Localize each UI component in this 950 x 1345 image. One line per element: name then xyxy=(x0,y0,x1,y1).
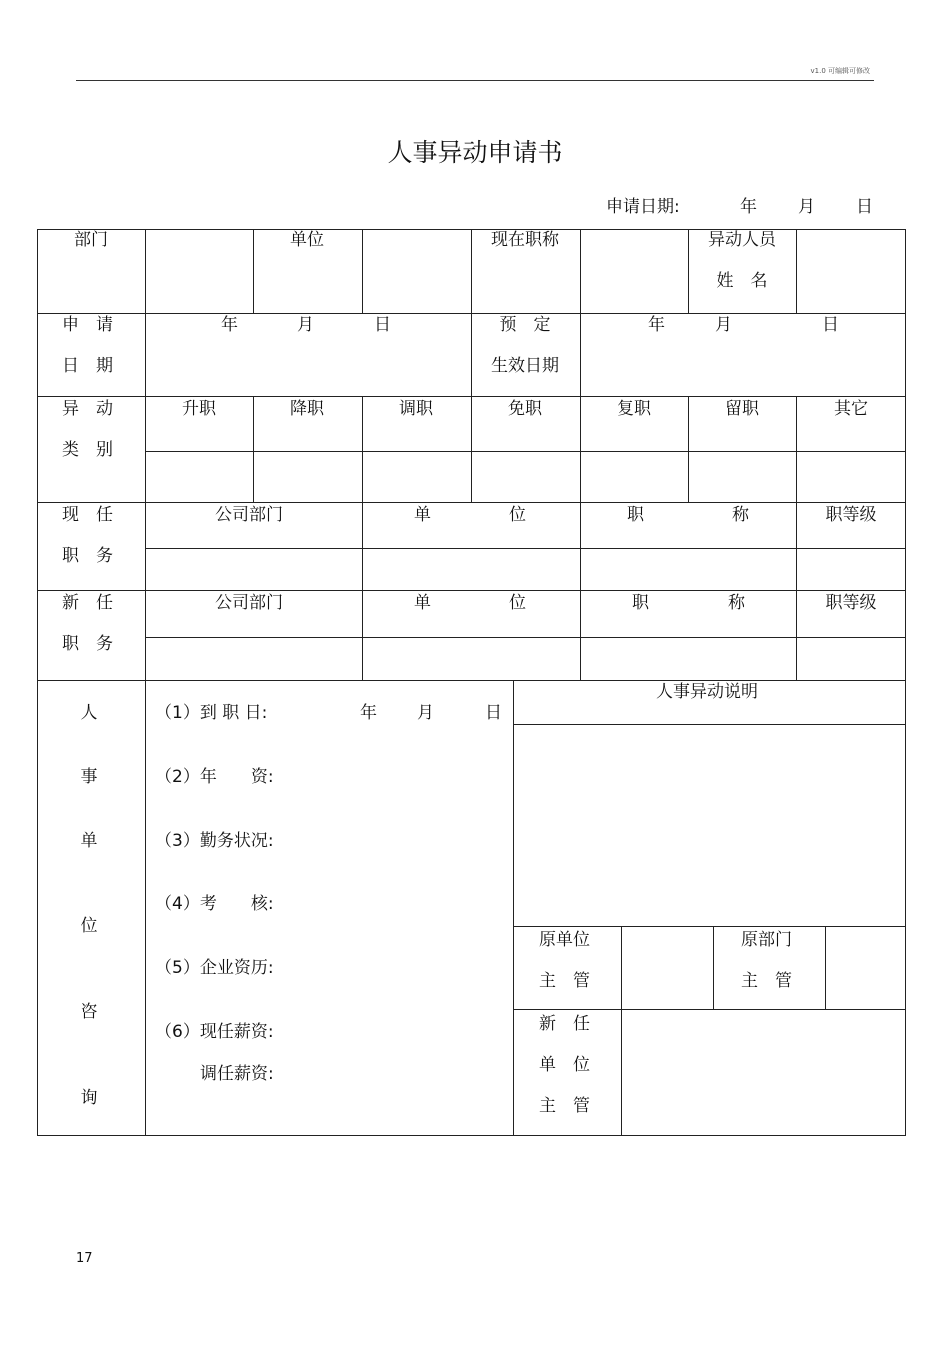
item-attendance: （3）勤务状况: xyxy=(155,831,274,851)
new-supervisor-line1: 新 任 xyxy=(539,1014,590,1034)
label-current-title: 现在职称 xyxy=(491,230,559,250)
apply-date-month: 月 xyxy=(798,197,815,217)
apply-date-day: 日 xyxy=(856,197,873,217)
col-consult-split xyxy=(513,680,514,1136)
item-appraisal: （4）考 核: xyxy=(155,894,274,914)
type-retention: 留职 xyxy=(725,399,759,419)
new-unit-b: 位 xyxy=(509,593,526,613)
apply-date-label: 申请日期: xyxy=(606,197,680,217)
col-r12-c xyxy=(471,229,472,396)
border-bottom xyxy=(37,1135,906,1136)
col-r12-d xyxy=(580,229,581,396)
type-dismissal: 免职 xyxy=(508,399,542,419)
current-company-dept: 公司部门 xyxy=(215,505,283,525)
new-title-b: 称 xyxy=(728,593,745,613)
type-other: 其它 xyxy=(834,399,868,419)
rule-row3 xyxy=(37,502,906,503)
label-effective-line1: 预 定 xyxy=(499,315,551,335)
label-apply-date-line2: 日 期 xyxy=(62,356,113,376)
new-supervisor-line2: 单 位 xyxy=(539,1055,590,1075)
rule-row3-mid xyxy=(145,451,906,452)
item-start-date: （1）到 职 日: xyxy=(155,703,268,723)
side-char-2: 事 xyxy=(80,767,98,787)
orig-dept-line2: 主 管 xyxy=(741,971,792,991)
type-transfer: 调职 xyxy=(399,399,433,419)
current-title-b: 称 xyxy=(732,505,749,525)
header-note: v1.0 可编辑可修改 xyxy=(810,67,870,75)
col-r3-3 xyxy=(471,396,472,502)
col-sup-b xyxy=(713,926,714,1009)
col-r45-a xyxy=(362,502,363,680)
col-sup-c xyxy=(825,926,826,1009)
current-grade: 职等级 xyxy=(825,505,877,525)
item-start-month: 月 xyxy=(417,703,434,723)
orig-unit-line2: 主 管 xyxy=(539,971,590,991)
transfer-form-table xyxy=(37,229,906,1136)
col-r3-5 xyxy=(688,396,689,502)
label-unit: 单位 xyxy=(290,230,324,250)
label-dept: 部门 xyxy=(74,230,108,250)
border-right xyxy=(905,229,906,1136)
col-r45-c xyxy=(796,502,797,680)
new-title-a: 职 xyxy=(632,593,649,613)
rule-orig-supervisors xyxy=(513,1009,906,1010)
col-sup-a xyxy=(621,926,622,1136)
effective-month: 月 xyxy=(715,315,732,335)
rule-row4 xyxy=(37,590,906,591)
label-person-line1: 异动人员 xyxy=(708,230,776,250)
current-unit-b: 位 xyxy=(509,505,526,525)
side-char-4: 位 xyxy=(80,916,98,936)
explain-heading: 人事异动说明 xyxy=(656,682,758,702)
label-apply-date-line1: 申 请 xyxy=(62,315,113,335)
document-title: 人事异动申请书 xyxy=(387,138,563,167)
current-unit-a: 单 xyxy=(414,505,431,525)
rule-explain-head xyxy=(513,724,906,725)
col-r1-a xyxy=(253,229,254,313)
new-unit-a: 单 xyxy=(414,593,431,613)
side-char-6: 询 xyxy=(80,1088,98,1108)
type-reinstatement: 复职 xyxy=(617,399,651,419)
col-r3-1 xyxy=(253,396,254,502)
col-label xyxy=(145,229,146,1136)
rule-explain-body xyxy=(513,926,906,927)
side-char-1: 人 xyxy=(80,703,98,723)
effective-day: 日 xyxy=(822,315,839,335)
effective-year: 年 xyxy=(648,315,665,335)
item-transfer-salary: 调任薪资: xyxy=(200,1064,274,1084)
label-current-post-line1: 现 任 xyxy=(62,505,113,525)
new-supervisor-line3: 主 管 xyxy=(539,1096,590,1116)
item-start-year: 年 xyxy=(360,703,377,723)
side-char-5: 咨 xyxy=(80,1002,98,1022)
label-type-line2: 类 别 xyxy=(62,440,113,460)
new-grade: 职等级 xyxy=(825,593,877,613)
item-current-salary: （6）现任薪资: xyxy=(155,1022,274,1042)
item-start-day: 日 xyxy=(485,703,502,723)
apply-year: 年 xyxy=(221,315,238,335)
col-r1-e xyxy=(688,229,689,313)
border-left xyxy=(37,229,38,1136)
col-r1-b xyxy=(362,229,363,313)
col-r3-6 xyxy=(796,396,797,502)
side-char-3: 单 xyxy=(80,831,98,851)
type-demotion: 降职 xyxy=(290,399,324,419)
header-rule xyxy=(76,80,874,81)
label-new-post-line2: 职 务 xyxy=(62,634,113,654)
orig-dept-line1: 原部门 xyxy=(741,930,792,950)
rule-row4-mid xyxy=(145,548,906,549)
label-person-line2: 姓 名 xyxy=(716,271,768,291)
col-r3-2 xyxy=(362,396,363,502)
apply-date-year: 年 xyxy=(740,197,757,217)
label-type-line1: 异 动 xyxy=(62,399,113,419)
rule-row5-mid xyxy=(145,637,906,638)
page-number: 17 xyxy=(76,1251,93,1266)
item-seniority: （2）年 资: xyxy=(155,767,274,787)
col-r1-f xyxy=(796,229,797,313)
col-r45-b xyxy=(580,502,581,680)
item-company-history: （5）企业资历: xyxy=(155,958,274,978)
label-new-post-line1: 新 任 xyxy=(62,593,113,613)
apply-month: 月 xyxy=(297,315,314,335)
label-effective-line2: 生效日期 xyxy=(491,356,559,376)
new-company-dept: 公司部门 xyxy=(215,593,283,613)
orig-unit-line1: 原单位 xyxy=(539,930,590,950)
type-promotion: 升职 xyxy=(182,399,216,419)
label-current-post-line2: 职 务 xyxy=(62,546,113,566)
rule-row5 xyxy=(37,680,906,681)
col-r3-4 xyxy=(580,396,581,502)
current-title-a: 职 xyxy=(627,505,644,525)
apply-day: 日 xyxy=(374,315,391,335)
